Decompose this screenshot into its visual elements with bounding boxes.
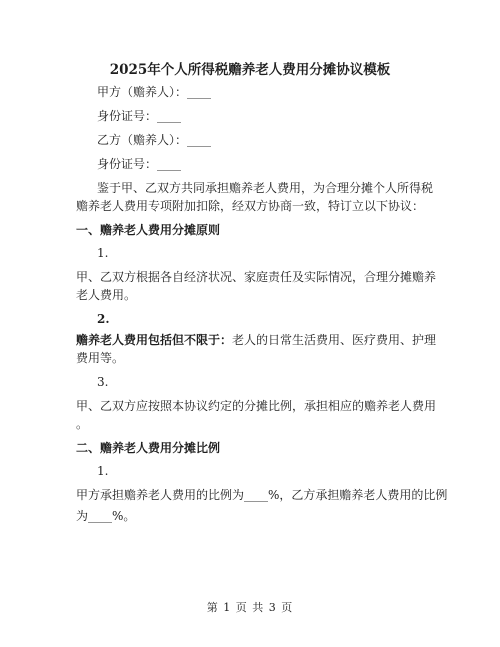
- section-1-item-3-line-2: 。: [76, 417, 89, 431]
- section-1-item-2-line-1: [76, 333, 436, 347]
- section-1-item-1-line-2: 老人费用。: [76, 288, 137, 302]
- party-b-line: 乙方（赡养人）：____: [97, 133, 212, 147]
- section-1-item-1-line-1: 甲、乙双方根据各自经济状况、家庭责任及实际情况，合理分摊赡养: [76, 270, 437, 284]
- id-a-line: 身份证号：____: [97, 109, 182, 123]
- section-2-item-1-number: 1.: [97, 464, 109, 478]
- section-1-item-2-bold-lead: 赡养老人费用包括但不限于：: [76, 333, 233, 347]
- page-indicator: 第 1 页 共 3 页: [206, 601, 294, 614]
- intro-paragraph-line-1: 鉴于甲、乙双方共同承担赡养老人费用，为合理分摊个人所得税: [97, 181, 434, 195]
- section-1-item-2-rest: 老人的日常生活费用、医疗费用、护理: [232, 333, 437, 347]
- id-b-line: 身份证号：____: [97, 157, 182, 171]
- section-2-heading: 二、赡养老人费用分摊比例: [76, 441, 221, 455]
- section-1-item-3-line-1: 甲、乙双方应按照本协议约定的分摊比例，承担相应的赡养老人费用: [76, 399, 437, 413]
- section-1-item-1-number: 1.: [97, 246, 109, 260]
- party-a-line: 甲方（赡养人）：____: [97, 85, 212, 99]
- document-title: 2025年个人所得税赡养老人费用分摊协议模板: [109, 62, 391, 78]
- section-2-item-1-line-1: 甲方承担赡养老人费用的比例为____%，乙方承担赡养老人费用的比例: [76, 488, 448, 502]
- section-1-item-2-number: 2.: [97, 312, 110, 326]
- section-1-heading: 一、赡养老人费用分摊原则: [76, 223, 221, 237]
- section-1-item-3-number: 3.: [97, 375, 109, 389]
- section-1-item-2-line-2: 费用等。: [76, 351, 125, 365]
- intro-paragraph-line-2: 赡养老人费用专项附加扣除，经双方协商一致，特订立以下协议：: [76, 199, 425, 213]
- section-2-item-1-line-2: 为____%。: [76, 509, 136, 523]
